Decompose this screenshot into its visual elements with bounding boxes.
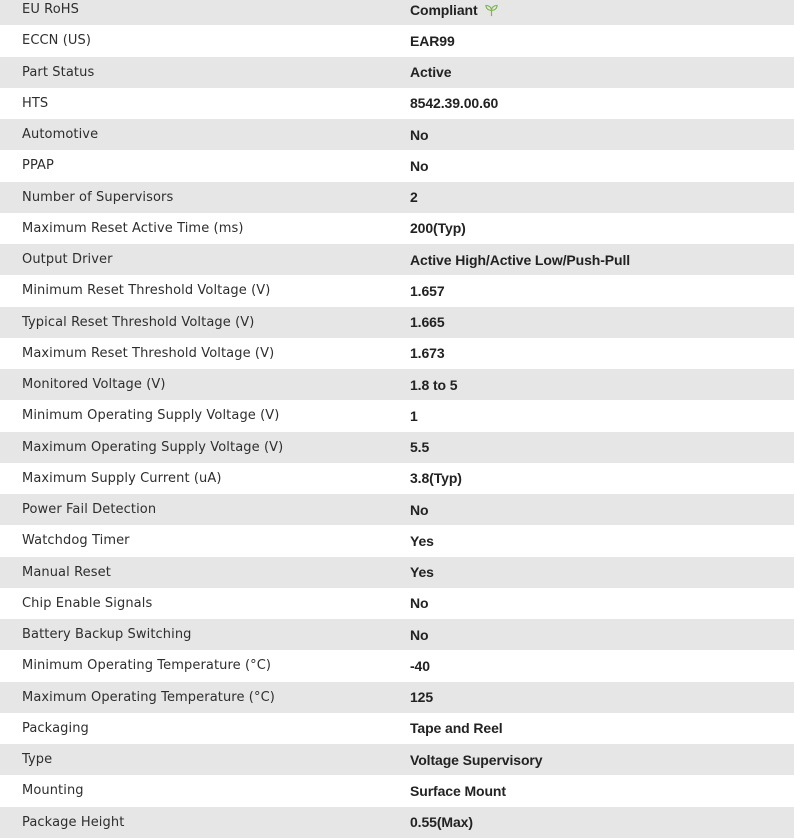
- spec-row-max-supply-voltage: [0, 432, 794, 463]
- spec-value: 1.665: [410, 314, 445, 331]
- spec-value: 0.55(Max): [410, 814, 473, 831]
- spec-row-manual-reset: [0, 557, 794, 588]
- spec-row-type: [0, 744, 794, 775]
- spec-row-hts: [0, 88, 794, 119]
- spec-row-min-supply-voltage: [0, 400, 794, 431]
- spec-value: 1.657: [410, 282, 445, 299]
- spec-label: Package Height: [22, 814, 125, 830]
- spec-label: Maximum Operating Supply Voltage (V): [22, 439, 284, 455]
- spec-row-eccn: [0, 25, 794, 56]
- spec-label: Output Driver: [22, 252, 113, 268]
- spec-label: Maximum Reset Active Time (ms): [22, 220, 244, 236]
- spec-row-mounting: [0, 775, 794, 806]
- spec-label: HTS: [22, 95, 49, 111]
- spec-label: Typical Reset Threshold Voltage (V): [22, 314, 255, 330]
- spec-label: EU RoHS: [22, 2, 79, 18]
- spec-value: 3.8(Typ): [410, 470, 462, 487]
- spec-row-chip-enable-signals: [0, 588, 794, 619]
- spec-row-part-status: [0, 57, 794, 88]
- spec-value: No: [410, 157, 429, 174]
- spec-value: 1.673: [410, 345, 445, 362]
- spec-label: Number of Supervisors: [22, 189, 174, 205]
- spec-value-cell: [410, 0, 794, 25]
- spec-label: Maximum Reset Threshold Voltage (V): [22, 345, 275, 361]
- spec-label: Monitored Voltage (V): [22, 377, 166, 393]
- spec-row-max-operating-temp: [0, 682, 794, 713]
- spec-label: Manual Reset: [22, 564, 111, 580]
- spec-label: Mounting: [22, 783, 84, 799]
- spec-row-max-reset-threshold: [0, 338, 794, 369]
- spec-value: 125: [410, 689, 434, 706]
- spec-label: Maximum Operating Temperature (°C): [22, 689, 275, 705]
- spec-value: Surface Mount: [410, 782, 506, 799]
- spec-row-packaging: [0, 713, 794, 744]
- spec-label: PPAP: [22, 158, 54, 174]
- spec-value: -40: [410, 657, 430, 674]
- leaf-icon: [484, 4, 499, 17]
- spec-label: Maximum Supply Current (uA): [22, 470, 222, 486]
- spec-label: Minimum Operating Supply Voltage (V): [22, 408, 280, 424]
- spec-row-max-supply-current: [0, 463, 794, 494]
- spec-label: Minimum Reset Threshold Voltage (V): [22, 283, 271, 299]
- spec-row-eu-rohs: [0, 0, 794, 25]
- spec-label: Power Fail Detection: [22, 502, 157, 518]
- spec-label: Minimum Operating Temperature (°C): [22, 658, 272, 674]
- spec-row-min-reset-threshold: [0, 275, 794, 306]
- spec-row-typ-reset-threshold: [0, 307, 794, 338]
- spec-row-number-of-supervisors: [0, 182, 794, 213]
- spec-row-min-operating-temp: [0, 650, 794, 681]
- spec-row-automotive: [0, 119, 794, 150]
- spec-label: Packaging: [22, 720, 89, 736]
- spec-row-package-height: [0, 807, 794, 838]
- spec-value: Voltage Supervisory: [410, 751, 543, 768]
- spec-label: Watchdog Timer: [22, 533, 130, 549]
- spec-row-max-reset-active-time: [0, 213, 794, 244]
- spec-value: Active High/Active Low/Push-Pull: [410, 251, 631, 268]
- spec-label: Type: [22, 752, 53, 768]
- spec-value: EAR99: [410, 32, 455, 49]
- spec-label: Chip Enable Signals: [22, 595, 153, 611]
- spec-label: ECCN (US): [22, 33, 92, 49]
- spec-row-watchdog-timer: [0, 525, 794, 556]
- spec-value: No: [410, 626, 429, 643]
- spec-value: Yes: [410, 564, 434, 581]
- spec-row-battery-backup-switching: [0, 619, 794, 650]
- spec-label: Part Status: [22, 64, 95, 80]
- spec-value: Compliant: [410, 1, 478, 18]
- spec-row-monitored-voltage: [0, 369, 794, 400]
- spec-row-output-driver: [0, 244, 794, 275]
- spec-value: Tape and Reel: [410, 720, 503, 737]
- spec-value: No: [410, 595, 429, 612]
- spec-value: Yes: [410, 532, 434, 549]
- spec-value: 2: [410, 189, 418, 206]
- spec-value: No: [410, 501, 429, 518]
- spec-value: 1: [410, 407, 418, 424]
- spec-row-power-fail-detection: [0, 494, 794, 525]
- spec-value: 200(Typ): [410, 220, 466, 237]
- spec-value: 5.5: [410, 439, 430, 456]
- spec-label: Automotive: [22, 127, 99, 143]
- spec-value: No: [410, 126, 429, 143]
- spec-value: Active: [410, 64, 452, 81]
- spec-value: 1.8 to 5: [410, 376, 458, 393]
- spec-label: Battery Backup Switching: [22, 627, 192, 643]
- spec-value: 8542.39.00.60: [410, 95, 499, 112]
- spec-row-ppap: [0, 150, 794, 181]
